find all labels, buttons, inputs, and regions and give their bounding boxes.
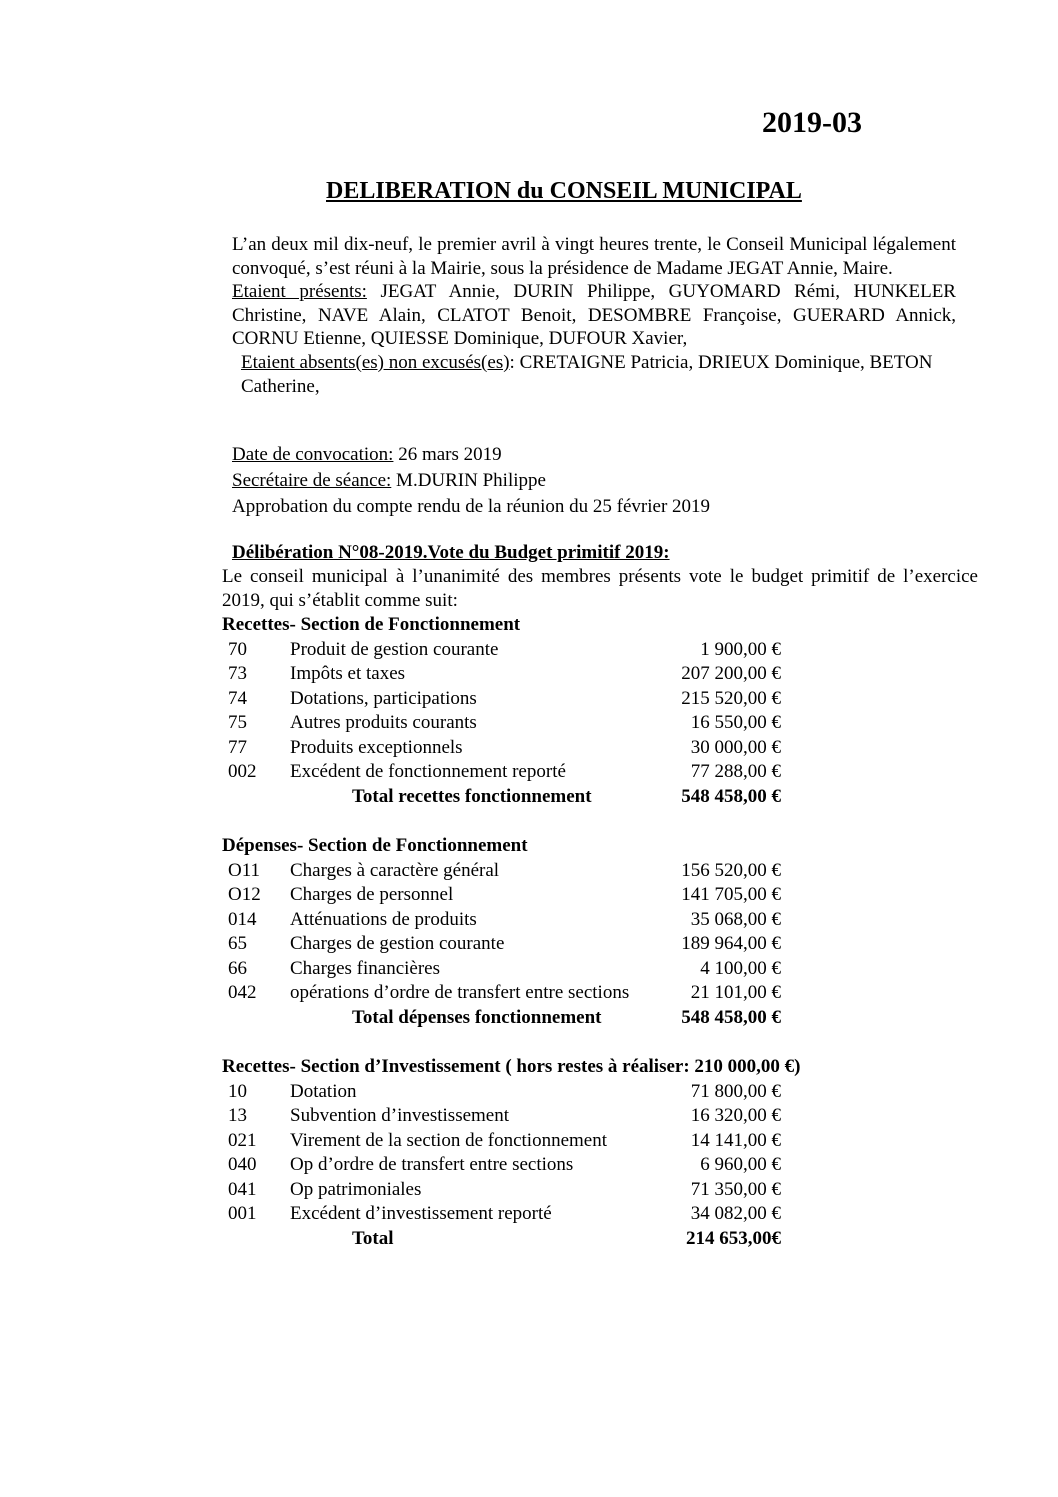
budget-code: 042 bbox=[228, 982, 257, 1003]
budget-label: Charges à caractère général bbox=[290, 859, 500, 881]
budget-label: Op patrimoniales bbox=[290, 1178, 422, 1200]
budget-amount: 207 200,00 € bbox=[681, 663, 781, 684]
budget-label: opérations d’ordre de transfert entre sections bbox=[290, 982, 630, 1003]
budget-code: 66 bbox=[228, 957, 247, 979]
budget-label: Charges de gestion courante bbox=[290, 933, 505, 954]
section-heading: Recettes- Section de Fonctionnement bbox=[222, 614, 521, 635]
budget-code: 014 bbox=[228, 908, 257, 930]
budget-amount: 71 800,00 € bbox=[690, 1080, 781, 1102]
budget-total-row bbox=[222, 1228, 787, 1252]
total-amount: 548 458,00 € bbox=[681, 1006, 781, 1028]
deliberation-text: Le conseil municipal à l’unanimité des membres présents vote le budget primitif de l’exercice 2019, qui s’établit comme suit: bbox=[222, 566, 978, 611]
budget-amount: 16 550,00 € bbox=[690, 712, 781, 733]
budget-code: 70 bbox=[228, 638, 247, 660]
budget-amount: 141 705,00 € bbox=[681, 884, 781, 905]
budget-code: 13 bbox=[228, 1105, 247, 1126]
budget-total-row bbox=[222, 1007, 787, 1031]
secretary-value: M.DURIN Philippe bbox=[391, 470, 546, 491]
budget-label: Dotations, participations bbox=[290, 687, 477, 709]
budget-amount: 156 520,00 € bbox=[681, 859, 781, 881]
budget-amount: 215 520,00 € bbox=[681, 687, 781, 709]
budget-label: Virement de la section de fonctionnement bbox=[290, 1129, 607, 1151]
present-label: Etaient présents: bbox=[232, 281, 367, 303]
budget-code: 73 bbox=[228, 663, 247, 684]
section-heading: Dépenses- Section de Fonctionnement bbox=[222, 835, 528, 856]
budget-row bbox=[222, 1105, 787, 1129]
session-secretary bbox=[232, 468, 710, 494]
budget-code: 75 bbox=[228, 712, 247, 733]
budget-label: Excédent d’investissement reporté bbox=[290, 1203, 552, 1224]
budget-amount: 1 900,00 € bbox=[700, 638, 781, 660]
budget-code: 74 bbox=[228, 687, 247, 709]
budget-amount: 30 000,00 € bbox=[690, 736, 781, 758]
budget-label: Charges financières bbox=[290, 957, 441, 979]
budget-row bbox=[222, 860, 787, 884]
budget-code: 040 bbox=[228, 1154, 257, 1175]
document-reference: 2019-03 bbox=[762, 106, 862, 139]
budget-amount: 77 288,00 € bbox=[690, 761, 781, 782]
budget-row bbox=[222, 1130, 787, 1154]
absent-members bbox=[232, 351, 956, 398]
intro-paragraph: L’an deux mil dix-neuf, le premier avril à vingt heures trente, le Conseil Municipal légalement convoqué, s’est réuni à la Mairie, sous la présidence de Madame JEGAT Annie, Maire. bbox=[232, 234, 956, 279]
budget-code: 10 bbox=[228, 1080, 247, 1102]
budget-amount: 35 068,00 € bbox=[690, 908, 781, 930]
budget-code: O11 bbox=[228, 859, 261, 881]
budget-row bbox=[222, 1203, 787, 1227]
absent-names: : CRETAIGNE Patricia, DRIEUX Dominique, BETON Catherine, bbox=[241, 351, 933, 397]
secretary-label: Secrétaire de séance: bbox=[232, 470, 392, 491]
budget-code: 001 bbox=[228, 1203, 257, 1224]
budget-code: O12 bbox=[228, 884, 261, 905]
budget-code: 65 bbox=[228, 933, 247, 954]
budget-amount: 34 082,00 € bbox=[690, 1203, 781, 1224]
budget-row bbox=[222, 639, 787, 663]
budget-amount: 6 960,00 € bbox=[700, 1154, 781, 1175]
present-names: JEGAT Annie, DURIN Philippe, GUYOMARD Rémi, HUNKELER Christine, NAVE Alain, CLATOT Benoit, DESOMBRE Françoise, GUERARD Annick, CORNU Etienne, QUIESSE Dominique, DUFOUR Xavier, bbox=[232, 281, 956, 350]
total-label: Total recettes fonctionnement bbox=[352, 785, 592, 807]
budget-row bbox=[222, 958, 787, 982]
budget-label: Subvention d’investissement bbox=[290, 1105, 510, 1126]
budget-code: 002 bbox=[228, 761, 257, 782]
convocation-label: Date de convocation: bbox=[232, 444, 394, 465]
budget-amount: 21 101,00 € bbox=[690, 982, 781, 1003]
minutes-approval: Approbation du compte rendu de la réunion du 25 février 2019 bbox=[232, 496, 711, 517]
budget-code: 021 bbox=[228, 1129, 257, 1151]
budget-total-row bbox=[222, 786, 787, 810]
budget-row bbox=[222, 1179, 787, 1203]
budget-row bbox=[222, 1154, 787, 1178]
budget-label: Produits exceptionnels bbox=[290, 736, 463, 758]
convocation-date bbox=[232, 442, 710, 468]
budget-amount: 14 141,00 € bbox=[690, 1129, 781, 1151]
budget-amount: 4 100,00 € bbox=[700, 957, 781, 979]
present-members bbox=[232, 280, 956, 351]
convocation-value: 26 mars 2019 bbox=[393, 444, 502, 465]
absent-label: Etaient absents(es) non excusés(es) bbox=[241, 351, 510, 373]
budget-row bbox=[222, 909, 787, 933]
budget-row bbox=[222, 737, 787, 761]
budget-label: Dotation bbox=[290, 1080, 357, 1102]
budget-label: Autres produits courants bbox=[290, 712, 477, 733]
total-amount: 548 458,00 € bbox=[681, 785, 781, 807]
budget-label: Op d’ordre de transfert entre sections bbox=[290, 1154, 574, 1175]
budget-row bbox=[222, 761, 787, 785]
budget-amount: 16 320,00 € bbox=[690, 1105, 781, 1126]
budget-amount: 71 350,00 € bbox=[690, 1178, 781, 1200]
budget-code: 77 bbox=[228, 736, 247, 758]
budget-label: Charges de personnel bbox=[290, 884, 454, 905]
total-label: Total dépenses fonctionnement bbox=[352, 1006, 602, 1028]
budget-row bbox=[222, 688, 787, 712]
budget-row bbox=[222, 982, 787, 1006]
meeting-details bbox=[232, 442, 710, 520]
total-amount: 214 653,00€ bbox=[686, 1227, 781, 1249]
deliberation-title: Délibération N°08-2019.Vote du Budget primitif 2019: bbox=[232, 542, 670, 563]
budget-row bbox=[222, 663, 787, 687]
budget-row bbox=[222, 712, 787, 736]
total-label: Total bbox=[352, 1227, 394, 1249]
budget-label: Atténuations de produits bbox=[290, 908, 477, 930]
budget-amount: 189 964,00 € bbox=[681, 933, 781, 954]
budget-row bbox=[222, 933, 787, 957]
section-heading: Recettes- Section d’Investissement ( hors restes à réaliser: 210 000,00 €) bbox=[222, 1056, 801, 1077]
document-title: DELIBERATION du CONSEIL MUNICIPAL bbox=[326, 178, 802, 204]
budget-label: Excédent de fonctionnement reporté bbox=[290, 761, 566, 782]
budget-code: 041 bbox=[228, 1178, 257, 1200]
budget-row bbox=[222, 1081, 787, 1105]
intro-block bbox=[232, 233, 956, 398]
budget-row bbox=[222, 884, 787, 908]
budget-label: Impôts et taxes bbox=[290, 663, 406, 684]
budget-label: Produit de gestion courante bbox=[290, 638, 499, 660]
